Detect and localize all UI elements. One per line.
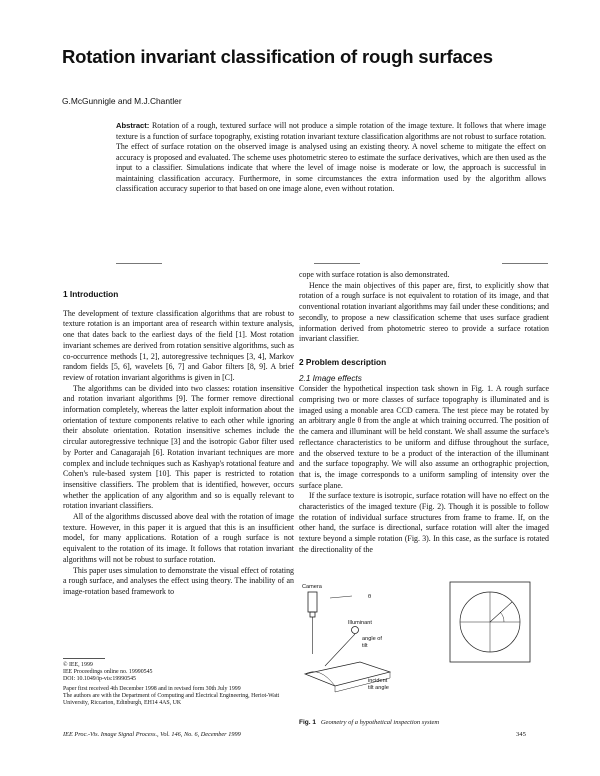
divider-left — [116, 263, 162, 264]
footnote-affiliation: The authors are with the Department of Computing and Electrical Engineering, Heriot-Watt University, Riccarton, Edinburgh, EH14 4AS, UK — [63, 692, 280, 707]
label-tilt-angle: tilt angle — [368, 685, 389, 691]
label-camera: Camera — [302, 584, 322, 590]
subsection-heading-image-effects: 2.1 Image effects — [299, 373, 362, 383]
top-view-angle-arc — [500, 612, 504, 622]
figure-caption — [299, 719, 549, 726]
divider-right — [502, 263, 548, 264]
paper-title: Rotation invariant classification of rough surfaces — [62, 46, 493, 67]
section-heading-problem: 2 Problem description — [299, 356, 387, 367]
intro-paragraph-3: All of the algorithms discussed above deal with the rotation of image texture. However, in this paper it is argued that this is an insufficient model, for many applications. Rotation of a rough surface is not equivalent to the rotation of its image. It follows that rotation invariant algorithms will not be robust to surface rotation. — [63, 512, 294, 564]
section-heading-introduction: 1 Introduction — [63, 289, 119, 299]
journal-footer: IEE Proc.-Vis. Image Signal Process., Vol. 146, No. 6, December 1999 — [63, 731, 241, 738]
footnote-received: Paper first received 4th December 1998 and in revised form 30th July 1999 — [63, 685, 241, 692]
label-illuminant: Illuminant — [348, 620, 372, 626]
label-theta: θ — [368, 594, 372, 600]
label-tilt: tilt — [362, 643, 368, 649]
camera-icon — [308, 592, 317, 612]
abstract — [116, 121, 546, 195]
intro-paragraph-1: The development of texture classification algorithms that are robust to texture rotation is an important area of research within texture analysis, one that dates back to the earliest days of the field [1]. Most rotation invariant schemes are derived from rotation sensitive algorithms, such as co-occurrence methods [1, 2], autoregressive techniques [3, 4], Markov random fields [5, 6], wavelets [6, 7] and Gabor filters [8, 9]. A brief review of rotation invariant algorithms is given in [C]. — [63, 308, 294, 382]
footnote-proceedings: IEE Proceedings online no. 19990545 — [63, 669, 153, 676]
left-column — [63, 289, 294, 598]
camera-lens-icon — [310, 612, 315, 617]
figure-caption-text: Geometry of a hypothetical inspection system — [320, 719, 440, 726]
figure-1-diagram — [300, 574, 550, 724]
intro-paragraph-4: This paper uses simulation to demonstrate the visual effect of rotating a rough surface, and analyses the effect using theory. The inability of an image-rotation based framework to — [63, 565, 294, 596]
footnote-rule — [63, 658, 105, 659]
col2-paragraph-2: Hence the main objectives of this paper are, first, to explicitly show that rotation of a rough surface is not equivalent to rotation of its image, and that conventional rotation invariant algorithms may fail under these conditions; and secondly, to propose a new classification scheme that uses surface gradient information derived from photometric stereo to provide a surface rotation invariant classifier. — [299, 280, 549, 344]
leader-line — [330, 596, 352, 598]
figure-caption-label: Fig. 1 — [299, 719, 316, 726]
intro-paragraph-2: The algorithms can be divided into two classes: rotation insensitive and rotation invariant algorithms [9]. The former remove directional information completely, whereas the latter exploit information about the orientation of texture components relative to each other while ignoring their absolute orientation. Rotation insensitive schemes include the circular autoregressive technique [3] and the isotropic Gabor filter used by Porter and Canagarajah [6]. Rotation invariant techniques are more complex and include techniques such as Kashyap's rotational feature and Cohen's rule-based system [10]. This paper is restricted to rotation insensitive classifiers. The problem that is identified, however, occurs whether the application of any algorithm and so is equally relevant to rotation invariant classifiers. — [63, 383, 294, 511]
abstract-label: Abstract: — [116, 121, 150, 130]
divider-mid — [314, 263, 360, 264]
page-number: 345 — [516, 731, 526, 738]
abstract-text: Rotation of a rough, textured surface will not produce a simple rotation of the image texture. It follows that where image texture is a function of surface topography, existing rotation invariant texture classification algorithms are not robust to surface rotation. The effect of surface rotation on the observed image is analysed using an existing theory. A novel scheme to mitigate the effect on accuracy is proposed and evaluated. The scheme uses photometric stereo to estimate the surface derivatives, which are then used as the input to a classifier. Simulations indicate that where the level of image noise is moderate or low, the approach is successful in maintaining classification accuracy. Furthermore, in some circumstances the extra information used by the algorithm allows classification accuracy superior to that based on one image alone, even without rotation. — [116, 121, 546, 193]
col2-paragraph-4: If the surface texture is isotropic, surface rotation will have no effect on the characteristics of the imaged texture (Fig. 2). Though it is possible to follow the rotation of individual surface structures from frame to frame. If, on the other hand, the surface is directional, surface rotation will alter the imaged texture beyond a simple rotation (Fig. 3). In this case, as the surface is rotated the directionality of the — [299, 491, 549, 554]
illumination-ray — [325, 634, 355, 666]
footnotes — [63, 662, 291, 707]
label-incident: incident — [368, 678, 388, 684]
footnote-doi: DOI: 10.1049/ip-vis:19990545 — [63, 676, 136, 683]
authors: G.McGunnigle and M.J.Chantler — [62, 96, 182, 106]
col2-paragraph-1: cope with surface rotation is also demonstrated. — [299, 270, 450, 279]
illuminant-icon — [352, 627, 359, 634]
col2-paragraph-3: Consider the hypothetical inspection task shown in Fig. 1. A rough surface comprising two or more classes of surface topography is illuminated and is imaged using a monable area CCD camera. The test piece may be rotated by an arbitrary angle θ from the angle at which training occurred. The position of the camera and illuminant will be held constant. We shall assume the surface's reflectance characteristics to be uniform and diffuse throughout the surface, and the observed texture to be a product of the interaction of the illuminant and the surface topography. We will also assume an orthographic projection, that is, the image corresponds to a uniform sampling of intensity over the surface plane. — [299, 384, 549, 490]
right-column — [299, 270, 549, 556]
footnote-copyright: © IEE, 1999 — [63, 662, 93, 668]
label-angle-of: angle of — [362, 636, 382, 642]
top-view-tilt-vector — [490, 602, 512, 622]
